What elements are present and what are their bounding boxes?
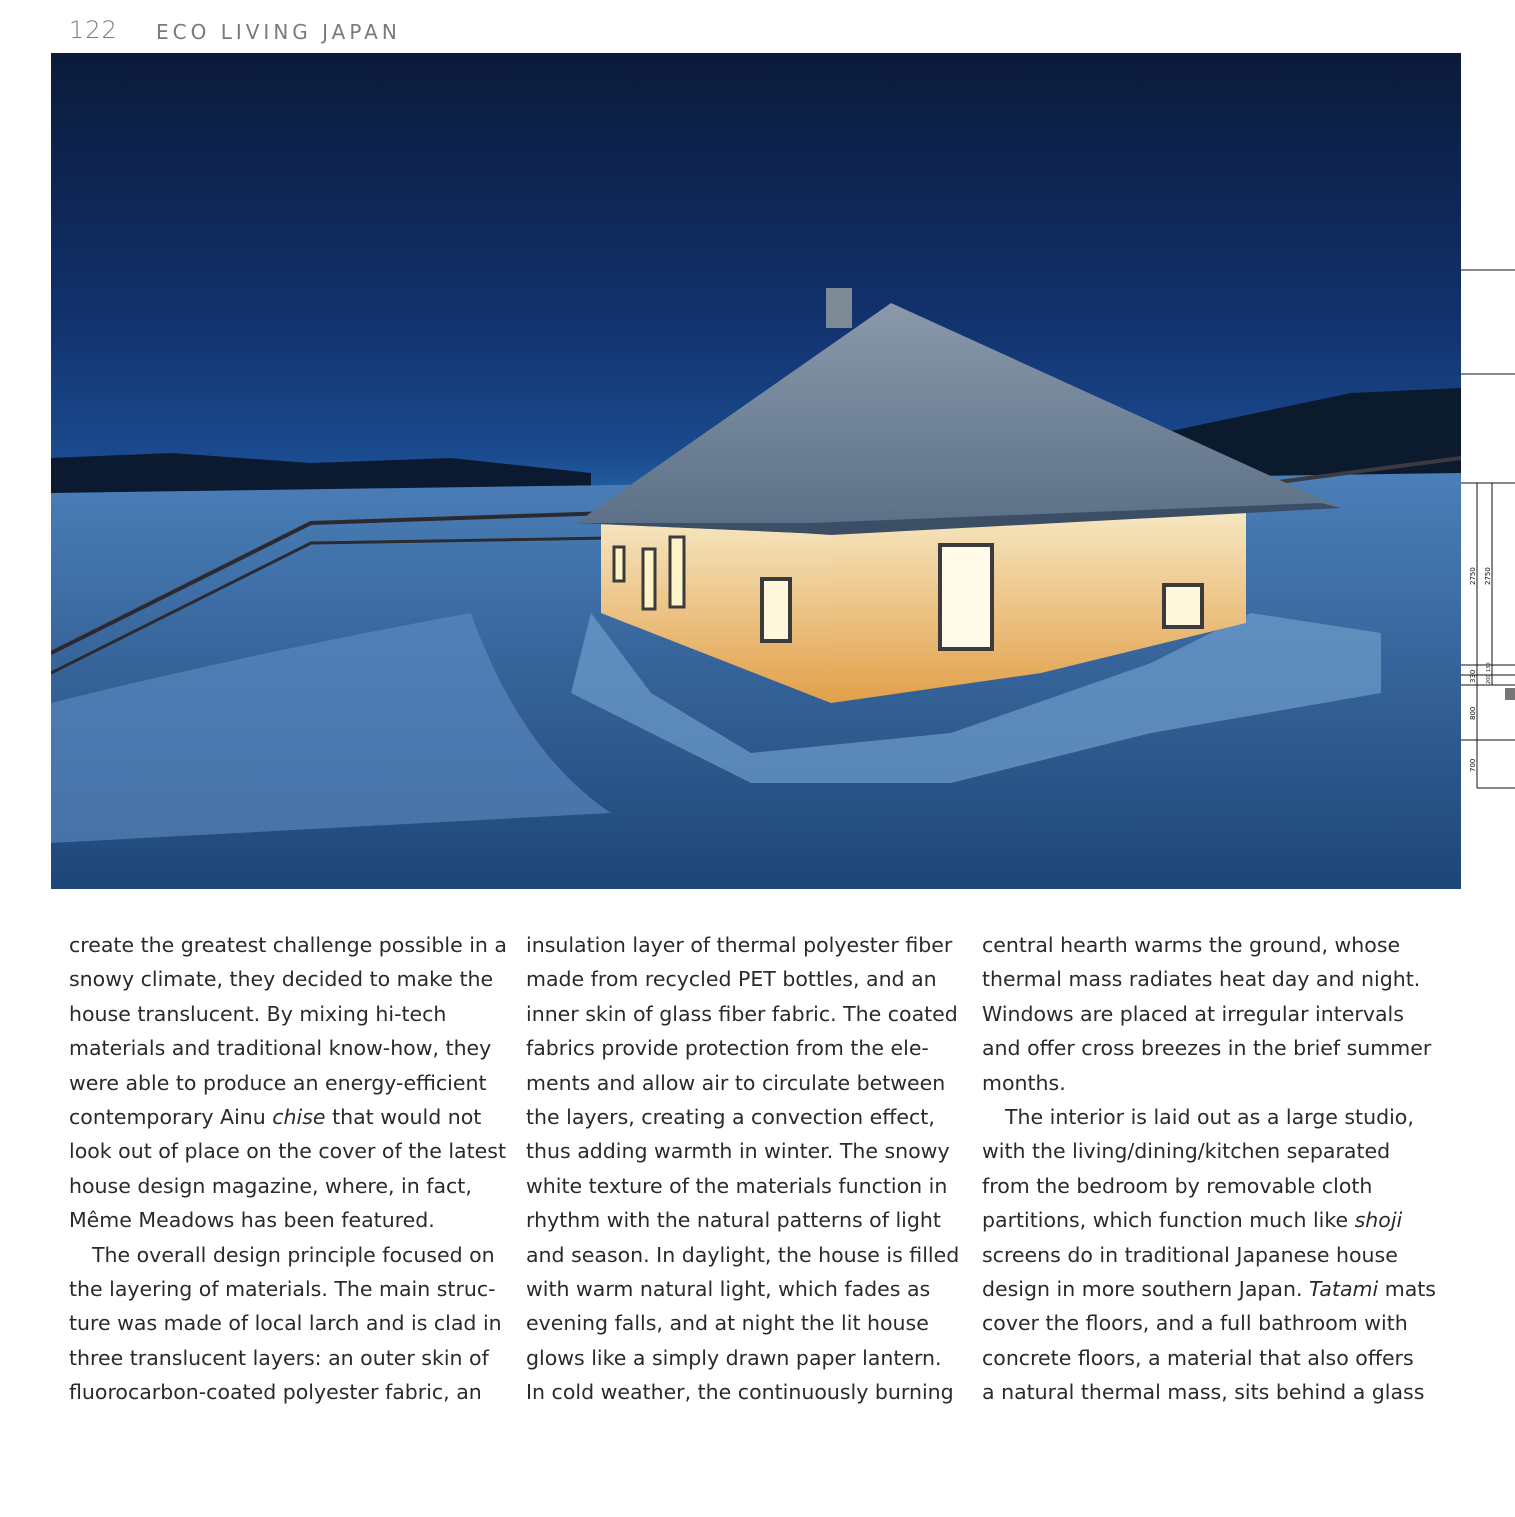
text-line (526, 1100, 946, 1134)
text-line (526, 1134, 950, 1168)
text-line (69, 1100, 489, 1134)
text-segment: partitions, which function much like (982, 1208, 1355, 1233)
text-segment: concrete floors, a material that also offers (982, 1345, 1414, 1370)
text-line (526, 1238, 960, 1272)
dimension-label: 130 (1486, 662, 1492, 672)
dimension-label: 330 (1469, 669, 1477, 683)
text-line (69, 1375, 489, 1409)
text-segment: The overall design principle focused on (92, 1242, 495, 1267)
text-line (982, 1100, 1414, 1134)
text-line (69, 1031, 492, 1065)
italic-term: shoji (1354, 1208, 1403, 1233)
text-line (69, 1169, 489, 1203)
text-column-3 (982, 928, 1436, 1410)
text-segment: inner skin of glass fiber fabric. The coated (526, 1001, 958, 1026)
text-column-2 (526, 928, 960, 1410)
dimension-label: 800 (1469, 706, 1477, 720)
text-line (526, 1066, 946, 1100)
text-line (982, 962, 1421, 996)
text-line (982, 997, 1402, 1031)
running-title: ECO LIVING JAPAN (156, 20, 401, 44)
text-segment: with warm natural light, which fades as (526, 1277, 931, 1302)
text-line (69, 1203, 489, 1237)
text-segment: fabrics provide protection from the ele- (526, 1036, 929, 1061)
text-line (982, 1169, 1402, 1203)
text-segment: contemporary Ainu (69, 1105, 273, 1130)
text-segment: months. (982, 1070, 1066, 1095)
text-line (982, 1375, 1425, 1409)
text-line (526, 1169, 946, 1203)
text-segment: house translucent. By mixing hi-tech (69, 1001, 447, 1026)
text-line (982, 1031, 1432, 1065)
text-segment: snowy climate, they decided to make the (69, 967, 494, 992)
text-segment: design in more southern Japan. (982, 1277, 1309, 1302)
text-line (982, 1341, 1414, 1375)
text-line (526, 1272, 946, 1306)
text-line (526, 1306, 946, 1340)
text-segment: thermal mass radiates heat day and night. (982, 967, 1421, 992)
text-segment: evening falls, and at night the lit house (526, 1311, 929, 1336)
text-line (69, 962, 494, 996)
architectural-section-drawing (1461, 260, 1515, 800)
text-segment: with the living/dining/kitchen separated (982, 1139, 1391, 1164)
text-line (982, 1203, 1402, 1237)
text-segment: and offer cross breezes in the brief summer (982, 1036, 1432, 1061)
text-segment: The interior is laid out as a large studio, (1005, 1105, 1414, 1130)
text-line (526, 962, 946, 996)
text-segment: house design magazine, where, in fact, (69, 1173, 472, 1198)
page-number: 122 (69, 16, 118, 44)
text-segment: the layers, creating a convection effect, (526, 1105, 935, 1130)
text-line (526, 1203, 946, 1237)
text-segment: fluorocarbon-coated polyester fabric, an (69, 1380, 482, 1405)
text-segment: thus adding warmth in winter. The snowy (526, 1139, 950, 1164)
text-segment: rhythm with the natural patterns of light (526, 1208, 941, 1233)
text-line (982, 1134, 1402, 1168)
text-segment: screens do in traditional Japanese house (982, 1242, 1398, 1267)
text-segment: insulation layer of thermal polyester fiber (526, 933, 953, 957)
text-segment: a natural thermal mass, sits behind a glass (982, 1380, 1425, 1405)
text-line (526, 928, 953, 962)
text-segment: look out of place on the cover of the latest (69, 1139, 506, 1164)
text-line (982, 1238, 1402, 1272)
text-line (982, 1066, 1402, 1100)
text-segment: three translucent layers: an outer skin of (69, 1345, 489, 1370)
text-line (526, 1375, 954, 1409)
text-line (982, 928, 1402, 962)
text-segment: mats (1378, 1277, 1436, 1302)
text-segment: that would not (325, 1105, 482, 1130)
text-line (69, 1238, 495, 1272)
italic-term: Tatami (1309, 1277, 1379, 1302)
italic-term: chise (272, 1105, 326, 1130)
text-segment: materials and traditional know-how, they (69, 1036, 492, 1061)
text-line (69, 1134, 506, 1168)
text-segment: ments and allow air to circulate between (526, 1070, 946, 1095)
text-line (526, 1031, 946, 1065)
text-line (526, 1341, 946, 1375)
text-segment: In cold weather, the continuously burning (526, 1380, 954, 1405)
house-photo (51, 53, 1461, 889)
text-line (526, 997, 958, 1031)
dimension-label: 200 (1486, 674, 1492, 684)
text-line (69, 1066, 489, 1100)
text-segment: cover the floors, and a full bathroom with (982, 1311, 1408, 1336)
text-segment: and season. In daylight, the house is filled (526, 1242, 960, 1267)
dimension-label: 2750 (1484, 567, 1492, 585)
text-line (69, 1341, 489, 1375)
text-line (69, 1272, 496, 1306)
text-line (69, 928, 507, 962)
text-segment: the layering of materials. The main struc- (69, 1277, 496, 1302)
text-segment: ture was made of local larch and is clad in (69, 1311, 502, 1336)
dimension-label: 700 (1469, 758, 1477, 772)
text-segment: create the greatest challenge possible in a (69, 933, 507, 957)
text-line (982, 1272, 1436, 1306)
text-segment: Windows are placed at irregular intervals (982, 1001, 1404, 1026)
text-segment: glows like a simply drawn paper lantern. (526, 1345, 942, 1370)
text-segment: Même Meadows has been featured. (69, 1208, 435, 1233)
text-column-1 (69, 928, 507, 1410)
text-line (69, 1306, 502, 1340)
text-segment: white texture of the materials function in (526, 1173, 948, 1198)
dimension-label: 2750 (1469, 567, 1477, 585)
text-line (982, 1306, 1408, 1340)
text-segment: were able to produce an energy-efficient (69, 1070, 487, 1095)
text-segment: central hearth warms the ground, whose (982, 933, 1401, 957)
text-segment: made from recycled PET bottles, and an (526, 967, 937, 992)
text-segment: from the bedroom by removable cloth (982, 1173, 1373, 1198)
text-line (69, 997, 489, 1031)
